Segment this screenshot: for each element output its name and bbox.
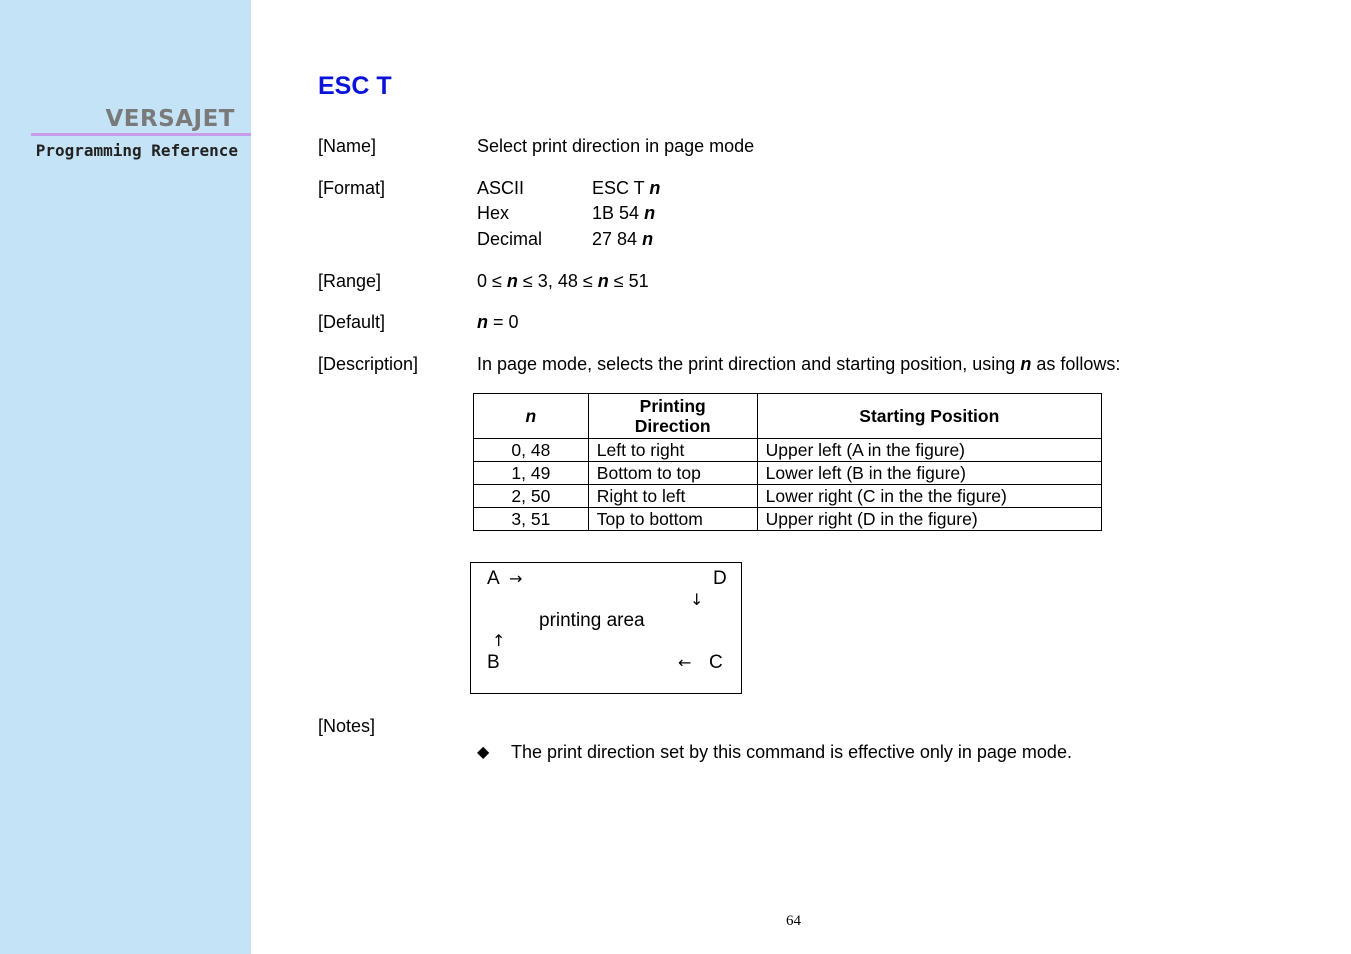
notes-label: [Notes] xyxy=(318,716,376,736)
page-number: 64 xyxy=(786,913,801,929)
cell-direction: Left to right xyxy=(588,439,757,462)
cell-start: Lower left (B in the figure) xyxy=(757,462,1101,485)
printing-area-label: printing area xyxy=(539,610,645,631)
cell-direction: Bottom to top xyxy=(588,462,757,485)
cell-n: 2, 50 xyxy=(474,485,589,508)
header-n: n xyxy=(474,394,589,439)
bullet-diamond-icon: ◆ xyxy=(477,742,490,761)
brand-divider xyxy=(31,133,251,136)
corner-c-label: C xyxy=(709,652,723,673)
corner-d-label: D xyxy=(713,568,727,589)
format-ascii-code: ESC T n xyxy=(592,178,661,198)
table-row xyxy=(474,508,1102,531)
cell-start: Upper left (A in the figure) xyxy=(757,439,1101,462)
range-label: [Range] xyxy=(318,271,382,291)
format-hex-code: 1B 54 n xyxy=(592,203,656,223)
format-hex-kind: Hex xyxy=(477,203,510,223)
arrow-right-icon: → xyxy=(509,569,523,588)
default-value: n = 0 xyxy=(477,312,519,332)
corner-b-label: B xyxy=(487,652,500,673)
range-value: 0 ≤ n ≤ 3, 48 ≤ n ≤ 51 xyxy=(477,271,649,291)
note-text: The print direction set by this command is effective only in page mode. xyxy=(511,742,1072,762)
format-decimal-kind: Decimal xyxy=(477,229,543,249)
default-label: [Default] xyxy=(318,312,386,332)
name-label: [Name] xyxy=(318,136,377,156)
table-header-row xyxy=(474,394,1102,439)
cell-start: Lower right (C in the the figure) xyxy=(757,485,1101,508)
printing-area-figure xyxy=(470,562,742,694)
name-value: Select print direction in page mode xyxy=(477,136,755,156)
sidebar xyxy=(0,0,251,954)
corner-a-label: A xyxy=(487,568,500,589)
header-start: Starting Position xyxy=(757,394,1101,439)
arrow-down-icon: ↓ xyxy=(690,590,704,609)
cell-start: Upper right (D in the figure) xyxy=(757,508,1101,531)
format-decimal-code: 27 84 n xyxy=(592,229,654,249)
arrow-up-icon: ↑ xyxy=(492,631,506,650)
table-row xyxy=(474,462,1102,485)
cell-direction: Top to bottom xyxy=(588,508,757,531)
description-label: [Description] xyxy=(318,354,419,374)
format-label: [Format] xyxy=(318,178,386,198)
cell-n: 0, 48 xyxy=(474,439,589,462)
sidebar-subtitle: Programming Reference xyxy=(35,141,238,160)
cell-n: 1, 49 xyxy=(474,462,589,485)
format-ascii-kind: ASCII xyxy=(477,178,525,198)
header-direction: Printing Direction xyxy=(588,394,757,439)
direction-table xyxy=(473,393,1102,531)
table-row xyxy=(474,439,1102,462)
brand-logo: VERSAJET xyxy=(105,106,235,132)
page-title: ESC T xyxy=(318,72,392,100)
table-row xyxy=(474,485,1102,508)
arrow-left-icon: ← xyxy=(678,653,692,672)
description-text: In page mode, selects the print direction and starting position, using n as follows: xyxy=(477,354,1121,374)
cell-direction: Right to left xyxy=(588,485,757,508)
cell-n: 3, 51 xyxy=(474,508,589,531)
